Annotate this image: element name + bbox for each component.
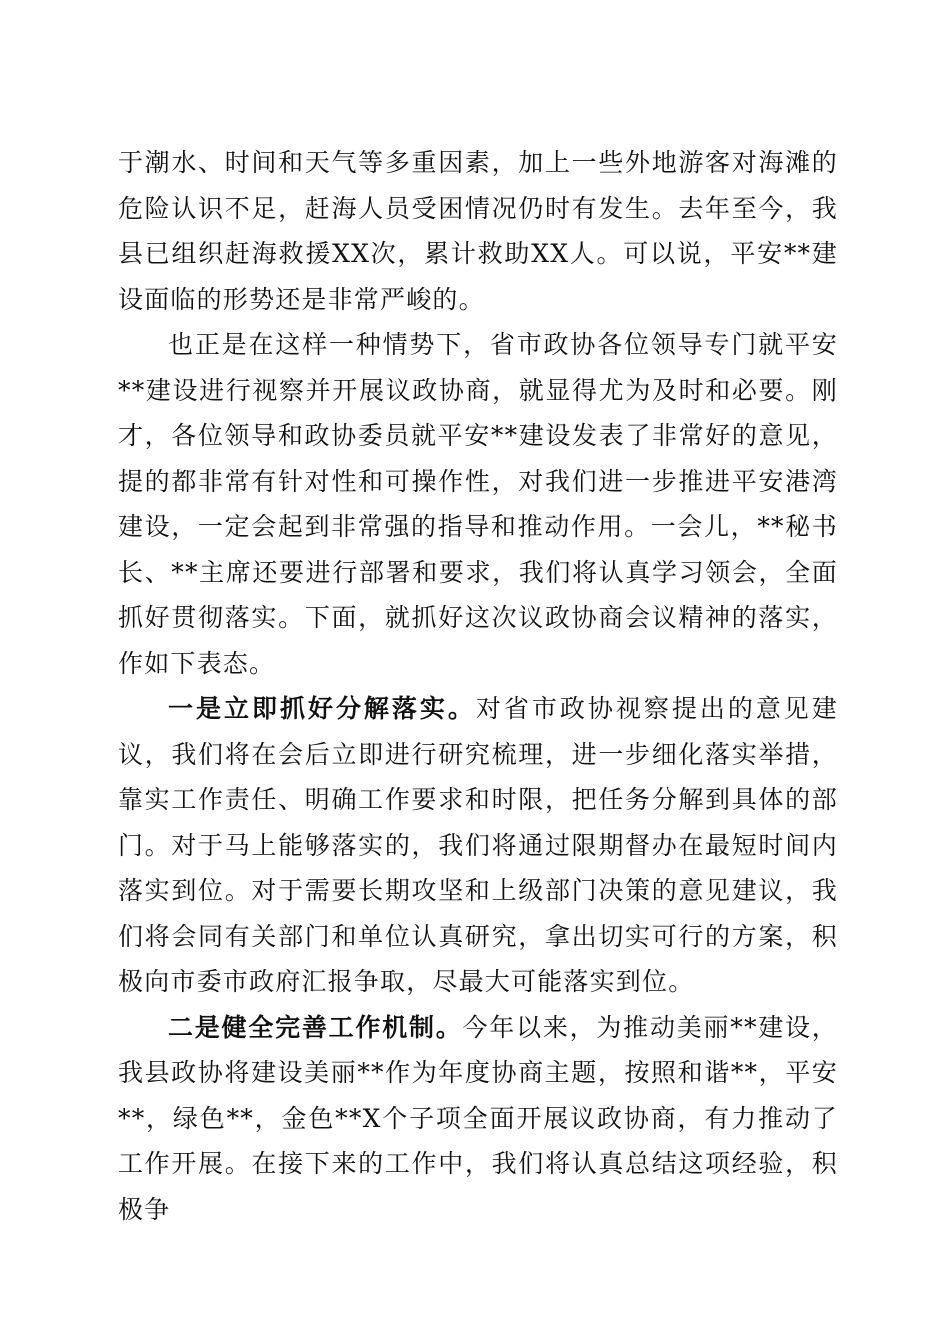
paragraph-situation [118,322,838,686]
paragraph-point-two [118,1005,838,1233]
paragraph-text: 于潮水、时间和天气等多重因素，加上一些外地游客对海滩的危险认识不足，赶海人员受困情况仍时有发生。去年至今，我县已组织赶海救援XX次，累计救助XX人。可以说，平安**建设面临的形势还是非常严峻的。 [118,148,838,314]
paragraph-lead: 一是立即抓好分解落实。 [168,694,476,723]
document-body [118,140,838,1232]
paragraph-text: 今年以来，为推动美丽**建设，我县政协将建设美丽**作为年度协商主题，按照和谐**，平安**，绿色**，金色**X个子项全面开展议政协商，有力推动了工作开展。在接下来的工作中，我们将认真总结这项经验，积极争 [118,1012,838,1224]
paragraph-text: 对省市政协视察提出的意见建议，我们将在会后立即进行研究梳理，进一步细化落实举措，靠实工作责任、明确工作要求和时限，把任务分解到具体的部门。对于马上能够落实的，我们将通过限期督办在最短时间内落实到位。对于需要长期攻坚和上级部门决策的意见建议，我们将会同有关部门和单位认真研究，拿出切实可行的方案，积极向市委市政府汇报争取，尽最大可能落实到位。 [118,694,838,996]
paragraph-lead: 二是健全完善工作机制。 [168,1012,463,1042]
paragraph-text: 也正是在这样一种情势下，省市政协各位领导专门就平安**建设进行视察并开展议政协商，就显得尤为及时和必要。刚才，各位领导和政协委员就平安**建设发表了非常好的意见，提的都非常有针对性和可操作性，对我们进一步推进平安港湾建设，一定会起到非常强的指导和推动作用。一会儿，**秘书长、**主席还要进行部署和要求，我们将认真学习领会，全面抓好贯彻落实。下面，就抓好这次议政协商会议精神的落实，作如下表态。 [118,330,838,678]
paragraph-continuation [118,140,838,322]
paragraph-point-one [118,686,838,1005]
